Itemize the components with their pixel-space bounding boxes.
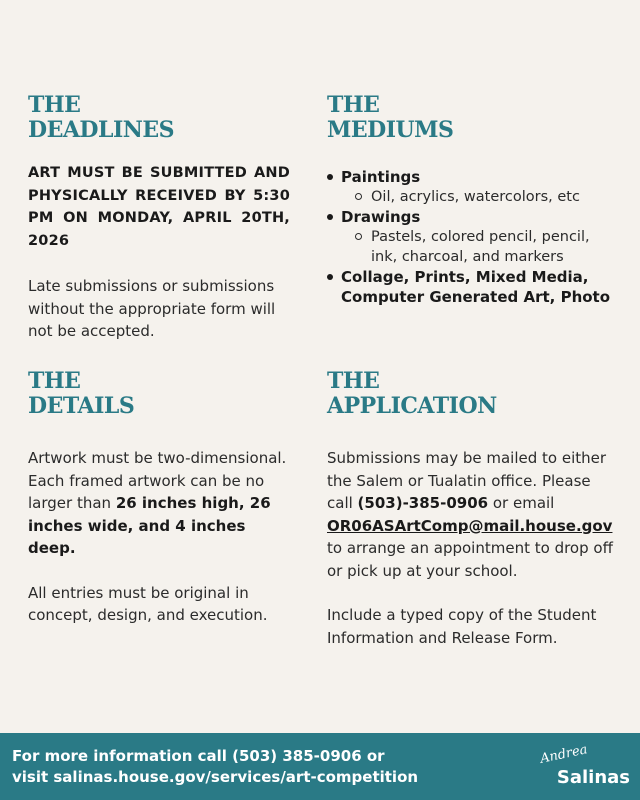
logo-name: Salinas: [556, 767, 630, 788]
details-section: [28, 369, 290, 627]
email-link[interactable]: OR06ASArtComp@mail.house.gov: [327, 516, 613, 535]
application-text: Submissions may be mailed to either the Salem or Tualatin office. Please call (503)-385-0906 or email OR06ASArtComp@mail.house.gov to arrange an appointment to drop off or pick up at your school.: [327, 449, 613, 580]
list-item: Collage, Prints, Mixed Media, Computer Generated Art, Photo: [327, 267, 617, 307]
application-heading: THE APPLICATION: [327, 368, 497, 419]
deadlines-heading: THE DEADLINES: [28, 92, 175, 143]
phone-number[interactable]: (503)-385-0906: [357, 494, 489, 512]
deadline-note: Late submissions or submissions without the appropriate form will not be accepted.: [28, 277, 276, 340]
list-item: Oil, acrylics, watercolors, etc: [355, 187, 617, 207]
website-link[interactable]: visit salinas.house.gov/services/art-competition: [12, 768, 419, 786]
size-limit: 26 inches high, 26 inches wide, and 4 inches deep.: [28, 494, 271, 557]
list-item: Pastels, colored pencil, pencil, ink, charcoal, and markers: [355, 227, 617, 267]
footer-bar: [0, 733, 640, 800]
logo-signature: Andrea: [539, 742, 590, 767]
application-note: Include a typed copy of the Student Information and Release Form.: [327, 606, 597, 647]
deadlines-section: [28, 93, 290, 343]
list-item: Paintings Oil, acrylics, watercolors, etc: [327, 167, 617, 207]
deadline-statement: ART MUST BE SUBMITTED AND PHYSICALLY RECEIVED BY 5:30 PM ON MONDAY, APRIL 20TH, 2026: [28, 165, 290, 249]
list-item: Drawings Pastels, colored pencil, pencil, ink, charcoal, and markers: [327, 207, 617, 267]
mediums-heading: THE MEDIUMS: [327, 92, 454, 143]
application-section: [327, 369, 619, 649]
details-text: Artwork must be two-dimensional. Each framed artwork can be no larger than 26 inches high, 26 inches wide, and 4 inches deep.: [28, 449, 287, 557]
details-note: All entries must be original in concept, design, and execution.: [28, 583, 268, 624]
mediums-section: [327, 93, 617, 307]
footer-contact: For more information call (503) 385-0906 or visit salinas.house.gov/services/art-competition: [12, 747, 419, 786]
mediums-list: [327, 167, 617, 307]
details-heading: THE DETAILS: [28, 368, 135, 419]
